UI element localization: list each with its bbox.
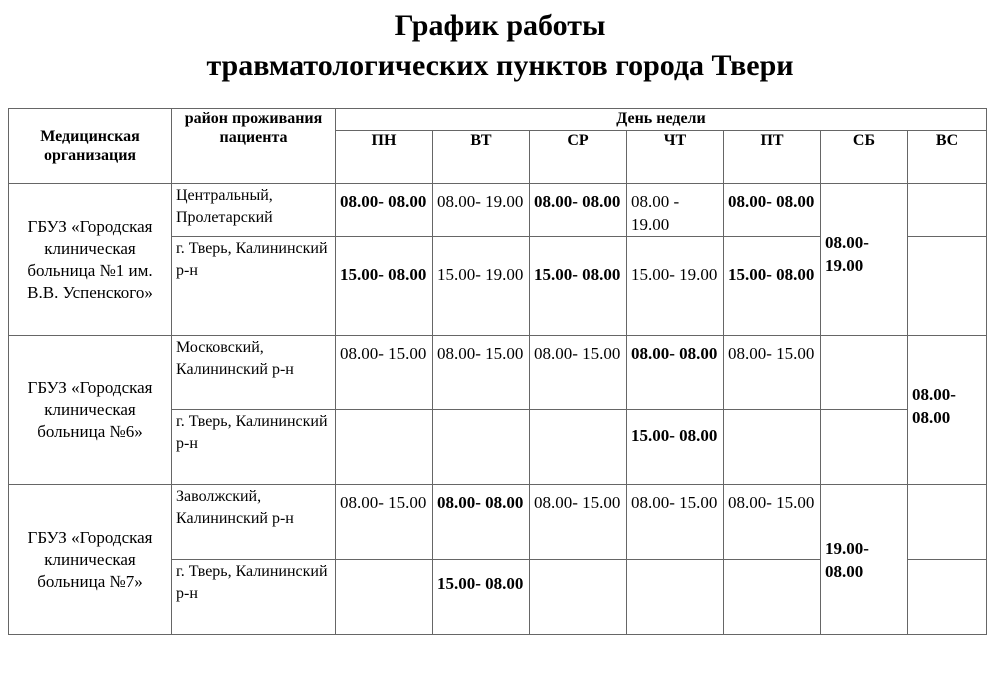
h1-sat: 08.00- 19.00 [821, 184, 908, 336]
h6-sun: 08.00- 08.00 [908, 336, 987, 485]
district-h6-b: г. Тверь, Калининский р-н [172, 410, 336, 485]
h6-a-fri: 08.00- 15.00 [724, 336, 821, 410]
h1-a-sun [908, 184, 987, 237]
h7-a-sun [908, 485, 987, 560]
h1-a-fri: 08.00- 08.00 [724, 184, 821, 237]
h7-b-thu [627, 560, 724, 635]
h7-a-tue: 08.00- 08.00 [433, 485, 530, 560]
h7-b-fri [724, 560, 821, 635]
h6-b-fri [724, 410, 821, 485]
district-h1-b: г. Тверь, Калининский р-н [172, 237, 336, 336]
header-day-mon: ПН [336, 131, 433, 184]
district-h6-a: Московский, Калининский р-н [172, 336, 336, 410]
h6-a-sat [821, 336, 908, 410]
district-h7-a: Заволжский, Калининский р-н [172, 485, 336, 560]
h1-a-thu: 08.00 - 19.00 [627, 184, 724, 237]
h1-b-thu: 15.00- 19.00 [627, 237, 724, 336]
header-org: Медицинская организация [9, 109, 172, 184]
h1-b-tue: 15.00- 19.00 [433, 237, 530, 336]
h7-b-sun [908, 560, 987, 635]
header-day-fri: ПТ [724, 131, 821, 184]
h6-a-tue: 08.00- 15.00 [433, 336, 530, 410]
org-hospital-1: ГБУЗ «Городская клиническая больница №1 им. В.В. Успенского» [9, 184, 172, 336]
h7-b-tue: 15.00- 08.00 [433, 560, 530, 635]
h7-a-thu: 08.00- 15.00 [627, 485, 724, 560]
h6-b-mon [336, 410, 433, 485]
header-day-sat: СБ [821, 131, 908, 184]
district-h1-a: Центральный, Пролетарский [172, 184, 336, 237]
page-title-line1: График работы [394, 9, 606, 42]
h7-a-wed: 08.00- 15.00 [530, 485, 627, 560]
h1-b-fri: 15.00- 08.00 [724, 237, 821, 336]
org-hospital-6: ГБУЗ «Городская клиническая больница №6» [9, 336, 172, 485]
h7-b-wed [530, 560, 627, 635]
h1-a-mon: 08.00- 08.00 [336, 184, 433, 237]
h1-b-mon: 15.00- 08.00 [336, 237, 433, 336]
h7-b-mon [336, 560, 433, 635]
org-hospital-7: ГБУЗ «Городская клиническая больница №7» [9, 485, 172, 635]
h1-a-wed: 08.00- 08.00 [530, 184, 627, 237]
district-h7-b: г. Тверь, Калининский р-н [172, 560, 336, 635]
h7-a-fri: 08.00- 15.00 [724, 485, 821, 560]
schedule-table [8, 108, 987, 635]
header-day-thu: ЧТ [627, 131, 724, 184]
h6-a-thu: 08.00- 08.00 [627, 336, 724, 410]
header-day-tue: ВТ [433, 131, 530, 184]
header-day-sun: ВС [908, 131, 987, 184]
h1-b-sun [908, 237, 987, 336]
header-district: район проживания пациента [172, 109, 336, 184]
h1-b-wed: 15.00- 08.00 [530, 237, 627, 336]
h7-sat: 19.00- 08.00 [821, 485, 908, 635]
header-day-wed: СР [530, 131, 627, 184]
h6-a-mon: 08.00- 15.00 [336, 336, 433, 410]
h6-a-wed: 08.00- 15.00 [530, 336, 627, 410]
h6-b-wed [530, 410, 627, 485]
h1-a-tue: 08.00- 19.00 [433, 184, 530, 237]
h6-b-tue [433, 410, 530, 485]
page-title-line2: травматологических пунктов города Твери [206, 49, 794, 82]
h7-a-mon: 08.00- 15.00 [336, 485, 433, 560]
h6-b-sat [821, 410, 908, 485]
header-days-group: День недели [336, 109, 987, 131]
h6-b-thu: 15.00- 08.00 [627, 410, 724, 485]
